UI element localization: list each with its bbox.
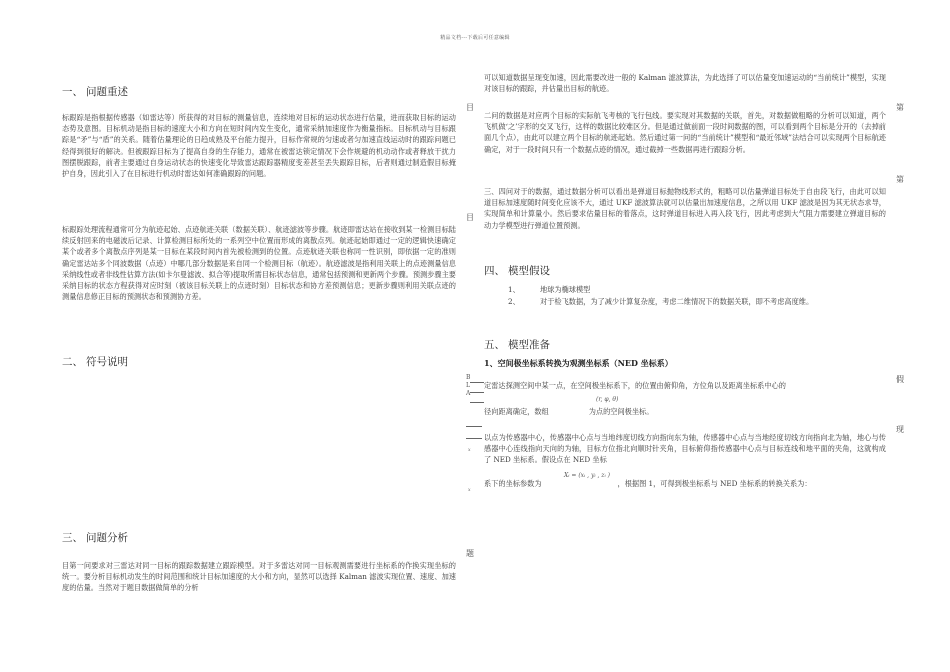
- paragraph-ned-definition: 以点为传感器中心，传感器中心点与当地纬度切线方向指向东为轴，传感器中心点与当地经度切线方向指向北为轴，地心与传感器中心连线指向天向的为轴，目标方位指北向顺时针夹角，目标俯仰指传感器中心点与目标连线和地平面的夹角，这就构成了 NED 坐标系。假设点在 NED 坐标: [484, 433, 886, 465]
- assumption-number: 2、: [508, 297, 520, 306]
- margin-char: 目: [466, 103, 474, 112]
- margin-rule: [466, 438, 482, 439]
- section-number: 五、: [484, 339, 505, 351]
- section-heading-assumptions: [484, 263, 550, 278]
- section-heading-symbols: [62, 354, 128, 369]
- paragraph-ned-params: [484, 478, 886, 489]
- section-heading-model-preparation: [484, 337, 550, 352]
- margin-char: 第: [896, 175, 904, 184]
- paragraph-analysis-q1: 目第一问要求对三雷达对同一目标的跟踪数据建立跟踪模型。对于多雷达对同一目标观测需要进行坐标系的作换实现坐标的统一。要分析目标机动发生的时间范围和统计目标加速度的大小和方向，显然可以选择 Kalman 滤波实现位置、速度、加速度的估量。当然对于题目数据做简单的分析: [62, 561, 456, 593]
- margin-rule: [470, 402, 484, 403]
- paragraph-tracking-flow: 标跟踪处理流程通常可分为航迹起始、点迹航迹关联（数据关联）、航迹滤波等步骤。航迹即雷达站在接收到某一检测目标陆续反射回来的电磁波后记录、计算检测目标所处的一系列空中位置而形成的离散点列。航迹起始即通过一定的逻辑快速确定某个或者多个离散点序列是某一目标在某段时间内首先被检测到的位置。点迹航迹关联也称同一性识别，即依据一定的准则确定雷达站多个同波数据（点迹）中哪几部分数据是来自同一个检测目标（航迹）。航迹滤波是指利用关联上的点迹测量信息采纳线性或者非线性估算方法(如卡尔曼滤波、拟合等)提取所需目标状态信息，通常包括预测和更新两个步骤。预测步骤主要采纳目标的状态方程获得对应时刻（被该目标关联上的点迹时刻）目标状态和协方差预测信息；更新步骤则利用关联点迹的测量信息修正目标的预测状态和预测协方差。: [62, 225, 456, 302]
- text-fragment: 为点的空间极坐标。: [588, 407, 654, 416]
- section-heading-problem-analysis: [62, 530, 128, 545]
- section-title: 模型假设: [508, 265, 550, 277]
- text-fragment: ，根据图 1，可得到极坐标系与 NED 坐标系的转换关系为：: [617, 479, 812, 488]
- margin-rule: [470, 382, 484, 383]
- formula-polar-tuple: (r, φ, θ): [596, 396, 619, 403]
- bar-label: L: [466, 382, 470, 389]
- assumption-item: [508, 284, 888, 295]
- paragraph-kalman-model: 可以知道数据呈现变加速，因此需要改进一般的 Kalman 滤波算法，为此选择了可以估量变加速运动的“当前统计”模型，实现对该目标的跟踪，并估量出目标的航迹。: [484, 73, 886, 94]
- assumption-item: [508, 296, 920, 307]
- assumption-text: 地球为椭球模型: [540, 285, 591, 294]
- section-number: 一、: [62, 86, 83, 98]
- bar-label: A: [466, 390, 471, 397]
- page-watermark: 精品文档---下载后可任意编辑: [440, 35, 510, 41]
- text-fragment: 系下的坐标参数为: [484, 479, 542, 488]
- margin-rule: [470, 392, 484, 393]
- section-number: 二、: [62, 356, 83, 368]
- margin-char: 题: [466, 549, 474, 558]
- text-fragment: 径向距离确定，数组: [484, 407, 549, 416]
- paragraph-analysis-q3-q4: 三、四问对于的数据，通过数据分析可以看出是弹道目标抛物线形式的，粗略可以估量弹道目标处于自由段飞行，由此可以知道目标加速度随时间变化应该不大，通过 UKF 滤波算法就可以估量出加速度信息，之所以用 UKF 滤波是因为其无状态求导，实现简单和计算量小。然后要求估量目标的着落点，这时弹道目标进入再入段飞行，因此考虑到大气阻力需要建立弹道目标的动力学模型进行弹道位置预测。: [484, 187, 886, 230]
- paragraph-target-tracking: 标跟踪是指根据传感器（如雷达等）所获得的对目标的测量信息，连续地对目标的运动状态进行估量，进而获取目标的运动态势及意图。目标机动是指目标的速度大小和方向在短时间内发生变化，通常采纳加速度作为衡量指标。目标机动与目标跟踪是“矛”与“盾”的关系。随着估量理论的日趋成熟及平台能力提升，目标作常规的匀速或者匀加速直线运动时的跟踪问题已经得到很好的解决。但被跟踪目标为了提高自身的生存能力，通常在被雷达锁定情况下会作规避的机动动作或者释放干扰力图摆脱跟踪，前者主要通过自身运动状态的快速变化导致雷达跟踪器精度变差甚至丢失跟踪目标，后者则通过制造假目标掩护自身，因此引入了在目标进行机动时雷达如何准确跟踪的问题。: [62, 113, 456, 179]
- bar-label: B: [466, 374, 471, 381]
- section-title: 问题分析: [86, 532, 128, 544]
- margin-subscript: x: [468, 448, 471, 453]
- margin-rule: [466, 426, 482, 427]
- margin-char: 第: [896, 103, 904, 112]
- section-heading-problem-restatement: [62, 84, 128, 99]
- section-number: 三、: [62, 532, 83, 544]
- margin-subscript: x: [468, 488, 471, 493]
- assumption-text: 对于检飞数据，为了减少计算复杂度，考虑二维情况下的数据关联，即不考虑高度维。: [540, 297, 814, 306]
- section-title: 符号说明: [86, 356, 128, 368]
- margin-bar-marker: [466, 374, 470, 398]
- section-title: 模型准备: [508, 339, 550, 351]
- paragraph-polar-array: [484, 406, 886, 417]
- paragraph-polar-definition: 定雷达探测空间中某一点，在空间极坐标系下，的位置由俯仰角，方位角以及距离坐标系中心的: [484, 381, 786, 390]
- assumption-number: 1、: [508, 285, 520, 294]
- margin-char: 假: [896, 375, 904, 384]
- margin-char: 现: [896, 425, 904, 434]
- section-number: 四、: [484, 265, 505, 277]
- subsection-heading-coordinate-transform: 1、空间极坐标系转换为观测坐标系（NED 坐标系）: [484, 358, 673, 368]
- paragraph-analysis-q2: 二问的数据是对应两个目标的实际航飞考核的飞行包线。要实现对其数据的关联，首先，对数据做粗略的分析可以知道，两个飞机做‘之’字形的交叉飞行，这样的数据比较难区分。但是通过做前面一段时间数据的图，可以看到两个目标是分开的（去掉前面几个点），由此可以建立两个目标的航迹起始。然后通过第一问的“当前统计”模型和“最近邻域”法结合可以实现两个目标航迹确定，对于一段时间只有一个数据点迹的情况，通过截掉一些数据再进行跟踪分析。: [484, 111, 886, 154]
- formula-ned-coordinates: Xᵢ = (xᵢ , yᵢ , zᵢ ): [564, 472, 610, 479]
- margin-char: 目: [466, 213, 474, 222]
- section-title: 问题重述: [86, 86, 128, 98]
